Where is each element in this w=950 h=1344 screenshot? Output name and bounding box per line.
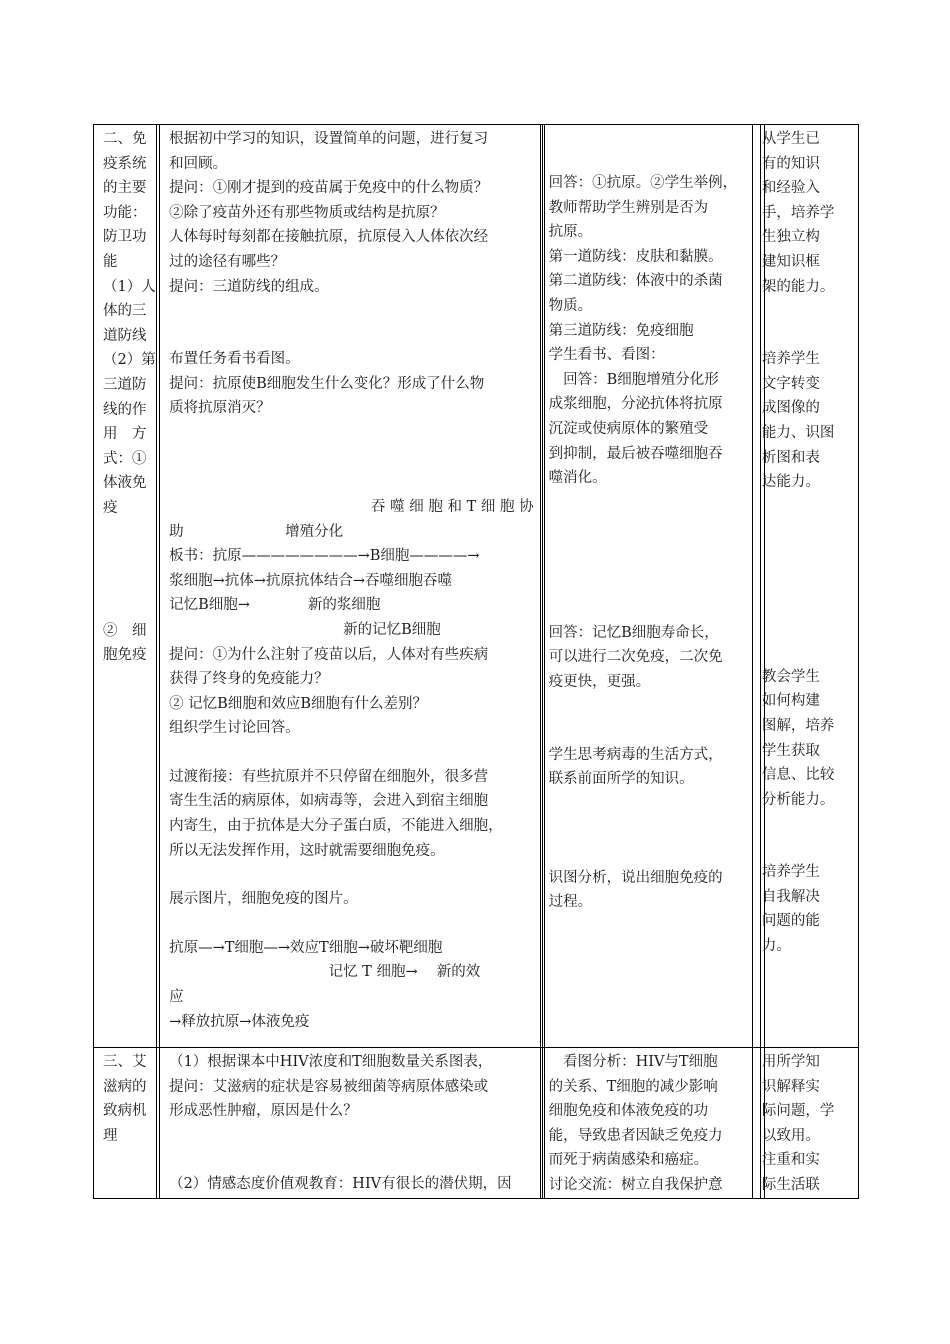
teacher-text-line: （1）根据课本中HIV浓度和T细胞数量关系图表，: [169, 1054, 493, 1070]
intent-text-line: 生独立构: [761, 229, 820, 246]
intent-text-line: 如何构建: [761, 693, 820, 710]
teacher-text-line: 根据初中学习的知识，设置简单的问题，进行复习: [169, 131, 489, 147]
student-text-line: 联系前面所学的知识。: [548, 771, 694, 788]
spacer: [762, 495, 854, 665]
spacer: [169, 299, 534, 347]
student-activity-cell: [542, 1048, 752, 1199]
immune-process-diagram-line: 吞 噬 细 胞 和 T 细 胞 协: [371, 498, 534, 515]
intent-text-line: 图解，培养: [761, 717, 835, 734]
teacher-text-line: ②除了疫苗外还有那些物质或结构是抗原？: [169, 204, 445, 221]
intent-text-line: 析图和表: [761, 449, 820, 466]
student-text-line: 抗原。: [548, 224, 593, 241]
column-divider: [760, 124, 765, 1198]
intent-text-line: 成图像的: [761, 400, 820, 417]
intent-text-line: 达能力。: [761, 474, 820, 491]
table-row: [94, 1048, 859, 1199]
cell-immunity-diagram-line: →释放抗原→体液免疫: [169, 1013, 310, 1030]
student-text-line: 第一道防线：皮肤和黏膜。: [548, 248, 723, 265]
immune-process-diagram-line: 助 增殖分化: [169, 523, 344, 540]
spacer: [169, 863, 534, 887]
student-text-line: 噬消化。: [548, 470, 607, 487]
topic-line: 道防线: [103, 327, 147, 344]
spacer: [549, 127, 744, 171]
spacer: [762, 812, 854, 860]
topic-line: 式：①: [103, 450, 147, 467]
intent-text-line: 分析能力。: [761, 791, 835, 808]
topic-line: 疫: [103, 499, 118, 516]
topic-line: 理: [103, 1127, 118, 1144]
topic-line: 三道防: [103, 376, 147, 393]
teacher-text-line: 形成恶性肿瘤，原因是什么？: [169, 1103, 358, 1120]
intent-text-line: 识解释实: [761, 1078, 820, 1095]
cell-immunity-diagram-line: 应: [169, 989, 184, 1006]
topic-line: 滋病的: [103, 1078, 147, 1095]
student-text-line: 第二道防线：体液中的杀菌: [548, 273, 723, 290]
student-text-line: 看图分析：HIV与T细胞: [548, 1054, 718, 1070]
spacer: [103, 521, 155, 619]
spacer: [169, 421, 534, 495]
student-text-line: 回答：记忆B细胞寿命长，: [548, 624, 719, 641]
intent-text-line: 能力、识图: [761, 424, 835, 441]
topic-line: 体的三: [103, 303, 147, 320]
teacher-activity-cell: [160, 1048, 543, 1199]
teacher-activity-cell: [160, 125, 543, 1048]
student-text-line: 识图分析，说出细胞免疫的: [548, 869, 723, 886]
spacer: [169, 1124, 534, 1172]
teacher-text-line: 提问：艾滋病的症状是容易被细菌等病原体感染或: [169, 1078, 489, 1095]
teacher-text-line: 过渡衔接：有些抗原并不只停留在细胞外，很多营: [169, 768, 489, 785]
spacer: [549, 491, 744, 621]
intent-text-line: 和经验入: [761, 180, 820, 197]
teacher-text-line: 提问：抗原使B细胞发生什么变化？形成了什么物: [169, 375, 485, 392]
topic-cell: [94, 1048, 160, 1199]
teacher-text-line: 人体每时每刻都在接触抗原，抗原侵入人体依次经: [169, 229, 489, 246]
student-text-line: 物质。: [548, 297, 593, 314]
intent-text-line: 手，培养学: [761, 204, 835, 221]
topic-cell: [94, 125, 160, 1048]
teacher-text-line: 获得了终身的免疫能力？: [169, 671, 329, 688]
cell-immunity-diagram-line: 抗原—→T细胞—→效应T细胞→破坏靶细胞: [169, 939, 443, 956]
student-text-line: 第三道防线：免疫细胞: [548, 322, 694, 339]
table-row: [94, 125, 859, 1048]
column-divider: [540, 124, 545, 1198]
topic-line: 能: [103, 253, 118, 270]
topic-line: 胞免疫: [103, 647, 147, 664]
immune-process-diagram-line: 板书：抗原————————→B细胞————→: [169, 548, 480, 565]
student-text-line: 细胞免疫和体液免疫的功: [548, 1103, 709, 1120]
teacher-text-line: 提问：①刚才提到的疫苗属于免疫中的什么物质？: [169, 180, 489, 197]
immune-process-diagram-line: 记忆B细胞→ 新的浆细胞: [169, 597, 381, 614]
spacer: [549, 792, 744, 866]
design-intent-cell: [752, 125, 858, 1048]
spacer: [169, 741, 534, 765]
intent-text-line: 注重和实: [761, 1152, 820, 1169]
intent-text-line: 学生获取: [761, 742, 820, 759]
topic-line: 疫系统: [103, 155, 147, 172]
intent-text-line: 以致用。: [761, 1127, 820, 1144]
teacher-text-line: 组织学生讨论回答。: [169, 720, 300, 737]
column-divider: [156, 124, 160, 1198]
teacher-text-line: 寄生生活的病原体，如病毒等，会进入到宿主细胞: [169, 793, 489, 810]
design-intent-cell: [752, 1048, 858, 1199]
cell-immunity-diagram-line: 记忆 T 细胞→ 新的效: [169, 964, 481, 981]
lesson-plan-table: [93, 124, 859, 1199]
student-text-line: 的关系、T细胞的减少影响: [548, 1078, 718, 1095]
intent-text-line: 自我解决: [761, 888, 820, 905]
topic-line: 三、艾: [103, 1054, 147, 1070]
teacher-text-line: 提问：①为什么注射了疫苗以后，人体对有些疾病: [169, 646, 489, 663]
student-text-line: 能，导致患者因缺乏免疫力: [548, 1127, 723, 1144]
immune-process-diagram-line: 浆细胞→抗体→抗原抗体结合→吞噬细胞吞噬: [169, 572, 453, 589]
student-text-line: 可以进行二次免疫，二次免: [548, 649, 723, 666]
intent-text-line: 信息、比较: [761, 767, 835, 784]
intent-text-line: 建知识框: [761, 253, 820, 270]
topic-line: ② 细: [103, 622, 147, 639]
intent-text-line: 力。: [761, 938, 791, 955]
teacher-text-line: 所以无法发挥作用，这时就需要细胞免疫。: [169, 842, 445, 859]
spacer: [169, 912, 534, 936]
topic-line: 线的作: [103, 401, 147, 418]
topic-line: 防卫功: [103, 229, 147, 246]
intent-text-line: 架的能力。: [761, 278, 835, 295]
teacher-text-line: 内寄生，由于抗体是大分子蛋白质，不能进入细胞，: [169, 818, 503, 835]
intent-text-line: 文字转变: [761, 375, 820, 392]
intent-text-line: 教会学生: [761, 668, 820, 685]
intent-text-line: 培养学生: [761, 351, 820, 368]
student-text-line: 学生看书、看图：: [548, 347, 665, 364]
immune-process-diagram-line: 新的记忆B细胞: [169, 621, 441, 638]
teacher-text-line: 过的途径有哪些？: [169, 253, 286, 270]
intent-text-line: 用所学知: [761, 1054, 820, 1070]
teacher-text-line: ② 记忆B细胞和效应B细胞有什么差别？: [169, 695, 427, 712]
student-text-line: 过程。: [548, 894, 593, 911]
teacher-text-line: 展示图片，细胞免疫的图片。: [169, 891, 358, 908]
student-text-line: 教师帮助学生辨别是否为: [548, 199, 709, 216]
spacer: [549, 695, 744, 743]
teacher-text-line: 提问：三道防线的组成。: [169, 278, 329, 295]
student-text-line: 而死于病菌感染和癌症。: [548, 1152, 709, 1169]
student-text-line: 沉淀或使病原体的繁殖受: [548, 420, 709, 437]
intent-text-line: 从学生已: [761, 131, 820, 147]
intent-text-line: 培养学生: [761, 864, 820, 881]
teacher-text-line: 和回顾。: [169, 155, 228, 172]
teacher-text-line: 布置任务看书看图。: [169, 351, 300, 368]
topic-line: 二、免: [103, 131, 147, 147]
topic-line: （1）人: [103, 278, 156, 295]
student-text-line: 成浆细胞，分泌抗体将抗原: [548, 396, 723, 413]
intent-text-line: 际生活联: [761, 1176, 820, 1193]
topic-line: 功能：: [103, 204, 147, 221]
teacher-text-line: 质将抗原消灭？: [169, 400, 271, 417]
student-activity-cell: [542, 125, 752, 1048]
intent-text-line: 际问题，学: [761, 1103, 835, 1120]
intent-text-line: 问题的能: [761, 913, 820, 930]
teacher-text-line: （2）情感态度价值观教育：HIV有很长的潜伏期，因: [169, 1175, 512, 1192]
student-text-line: 到抑制，最后被吞噬细胞吞: [548, 445, 723, 462]
topic-line: （2）第: [103, 352, 156, 369]
topic-line: 致病机: [103, 1103, 147, 1120]
spacer: [762, 299, 854, 347]
topic-line: 体液免: [103, 475, 147, 492]
student-text-line: 讨论交流：树立自我保护意: [548, 1176, 723, 1193]
student-text-line: 回答：①抗原。②学生举例，: [548, 175, 738, 191]
topic-line: 用 方: [103, 426, 147, 443]
intent-text-line: 有的知识: [761, 155, 820, 172]
student-text-line: 疫更快，更强。: [548, 673, 651, 690]
topic-line: 的主要: [103, 180, 147, 197]
student-text-line: 学生思考病毒的生活方式，: [548, 746, 723, 763]
student-text-line: 回答：B细胞增殖分化形: [548, 371, 719, 388]
